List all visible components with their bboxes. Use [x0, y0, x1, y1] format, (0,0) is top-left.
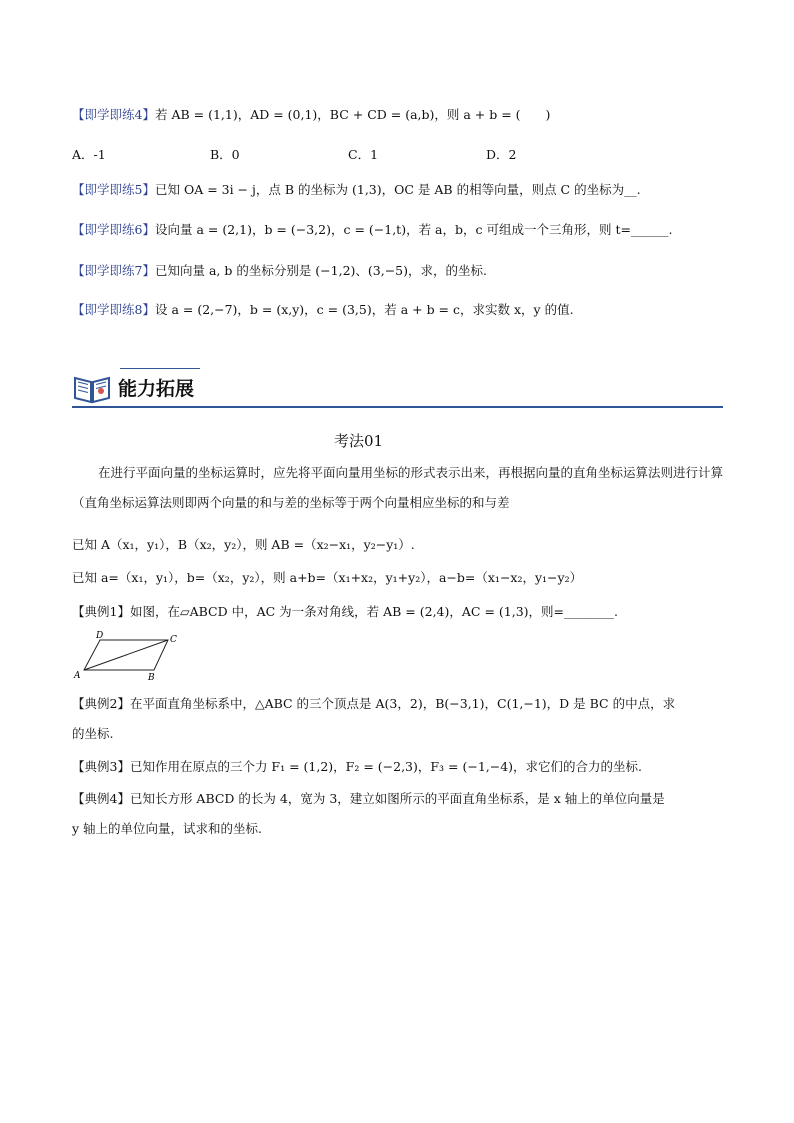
example-1 [72, 603, 618, 621]
practice-5-text: 已知 OA = 3i − j，点 B 的坐标为 (1,3)，OC 是 AB 的相等向量，则点 C 的坐标为__. [154, 182, 641, 197]
example-3-text: 已知作用在原点的三个力 F₁ = (1,2)，F₂ = (−2,3)，F₃ = (−1,−4)，求它们的合力的坐标. [129, 759, 643, 774]
practice-6-text: 设向量 a = (2,1)，b = (−3,2)，c = (−1,t)，若 a，b，c 可组成一个三角形，则 t=______. [154, 222, 673, 237]
method-rule-2: 已知 a=（x₁，y₁），b=（x₂，y₂），则 a+b=（x₁+x₂，y₁+y₂），a−b=（x₁−x₂，y₁−y₂） [72, 570, 583, 585]
parallelogram-figure [72, 630, 182, 680]
option-c: C．1 [348, 147, 379, 162]
practice-8 [72, 301, 574, 319]
practice-4-tag: 【即学即练4】 [72, 107, 155, 122]
section-rule [72, 406, 723, 408]
option-b: B．0 [210, 147, 240, 162]
method-title: 考法01 [334, 432, 384, 450]
diagonal-ac [84, 640, 168, 670]
example-1-tag: 【典例1】 [72, 604, 130, 619]
example-2 [72, 695, 675, 713]
example-2-text: 在平面直角坐标系中，△ABC 的三个顶点是 A(3，2)，B(−3,1)，C(1,−1)，D 是 BC 的中点，求 [129, 696, 676, 711]
example-2-cont: 的坐标. [72, 726, 114, 741]
practice-5 [72, 181, 641, 199]
vertex-label-b: B [148, 673, 155, 680]
example-4 [72, 790, 665, 808]
practice-4 [72, 106, 550, 124]
example-4-text: 已知长方形 ABCD 的长为 4，宽为 3，建立如图所示的平面直角坐标系，是 x 轴上的单位向量是 [129, 791, 665, 806]
practice-6 [72, 221, 672, 239]
practice-7-text: 已知向量 a, b 的坐标分别是 (−1,2)、(3,−5)，求，的坐标. [154, 263, 487, 278]
practice-7 [72, 262, 487, 280]
practice-7-tag: 【即学即练7】 [72, 263, 155, 278]
vertex-label-c: C [170, 635, 177, 645]
option-d: D．2 [486, 147, 517, 162]
open-book-icon [72, 370, 112, 404]
vertex-label-a: A [74, 671, 81, 680]
section-topline [120, 368, 200, 369]
example-4-cont: y 轴上的单位向量，试求和的坐标. [72, 821, 263, 836]
example-3-tag: 【典例3】 [72, 759, 130, 774]
example-4-tag: 【典例4】 [72, 791, 130, 806]
method-intro: 在进行平面向量的坐标运算时，应先将平面向量用坐标的形式表示出来，再根据向量的直角坐标运算法则进行计算（直角坐标运算法则即两个向量的和与差的坐标等于两个向量相应坐标的和与差 [72, 465, 724, 510]
option-a: A．-1 [72, 147, 106, 162]
vertex-label-d: D [96, 631, 104, 641]
practice-5-tag: 【即学即练5】 [72, 182, 155, 197]
section-title: 能力拓展 [118, 378, 195, 400]
section-header [72, 366, 723, 408]
practice-8-tag: 【即学即练8】 [72, 302, 155, 317]
practice-6-tag: 【即学即练6】 [72, 222, 155, 237]
practice-8-text: 设 a = (2,−7)，b = (x,y)，c = (3,5)，若 a + b = c，求实数 x，y 的值. [154, 302, 574, 317]
example-3 [72, 758, 642, 776]
example-2-tag: 【典例2】 [72, 696, 130, 711]
method-rule-1: 已知 A（x₁，y₁），B（x₂，y₂），则 AB =（x₂−x₁，y₂−y₁）. [72, 537, 415, 552]
example-1-text: 如图，在▱ABCD 中，AC 为一条对角线，若 AB = (2,4)，AC = (1,3)，则=________. [129, 604, 618, 619]
practice-4-text: 若 AB = (1,1)，AD = (0,1)，BC + CD = (a,b)，则 a + b = ( ) [154, 107, 551, 122]
